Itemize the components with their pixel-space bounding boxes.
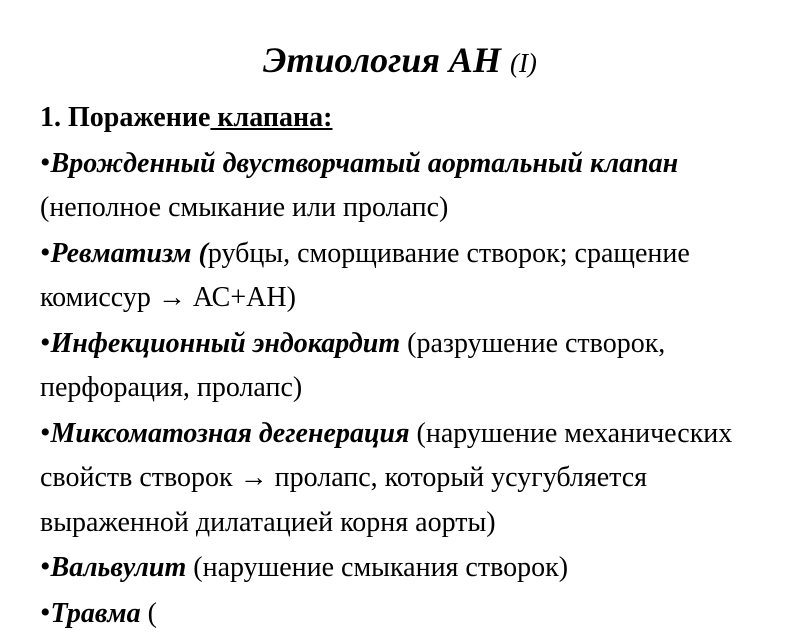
bullet-detail: (нарушение смыкания створок) [186,552,568,583]
title-suffix: (I) [510,48,537,78]
bullet-icon: • [40,236,51,269]
bullet-icon: • [40,550,51,583]
bullet-icon: • [40,416,51,449]
bullet-icon: • [40,326,51,359]
slide-content [40,96,780,636]
bullet-detail: рубцы, сморщивание створок; сращение комиссур → АС+АН) [40,238,690,314]
bullet-detail: (неполное смыкание или пролапс) [40,192,448,223]
bullet-term: Миксоматозная дегенерация [51,418,410,449]
section-number-label: 1. Поражение [40,102,210,133]
title-main: Этиология АН [263,40,501,80]
bullet-detail: (разрушение створок, перфорация, пролапс) [40,328,665,404]
bullet-item-myxomatous [40,411,780,546]
section-heading [40,96,780,141]
bullet-term: Вальвулит [51,552,187,583]
bullet-detail: ( [141,598,157,629]
bullet-icon: • [40,596,51,629]
bullet-item-trauma [40,591,780,636]
bullet-term: Врожденный двустворчатый аортальный клапан [51,148,679,179]
bullet-item-rheumatism [40,231,780,321]
slide-title [0,38,800,85]
bullet-term: Инфекционный эндокардит [51,328,401,359]
bullet-item-congenital [40,141,780,231]
bullet-item-endocarditis [40,321,780,411]
section-underlined-label: клапана: [210,102,332,133]
bullet-detail: (нарушение механических свойств створок → пролапс, который усугубляется выраженной дилатацией корня аорты) [40,418,732,538]
bullet-term: Травма [51,598,141,629]
bullet-item-valvulitis [40,545,780,591]
bullet-term: Ревматизм ( [51,238,208,269]
bullet-icon: • [40,146,51,179]
